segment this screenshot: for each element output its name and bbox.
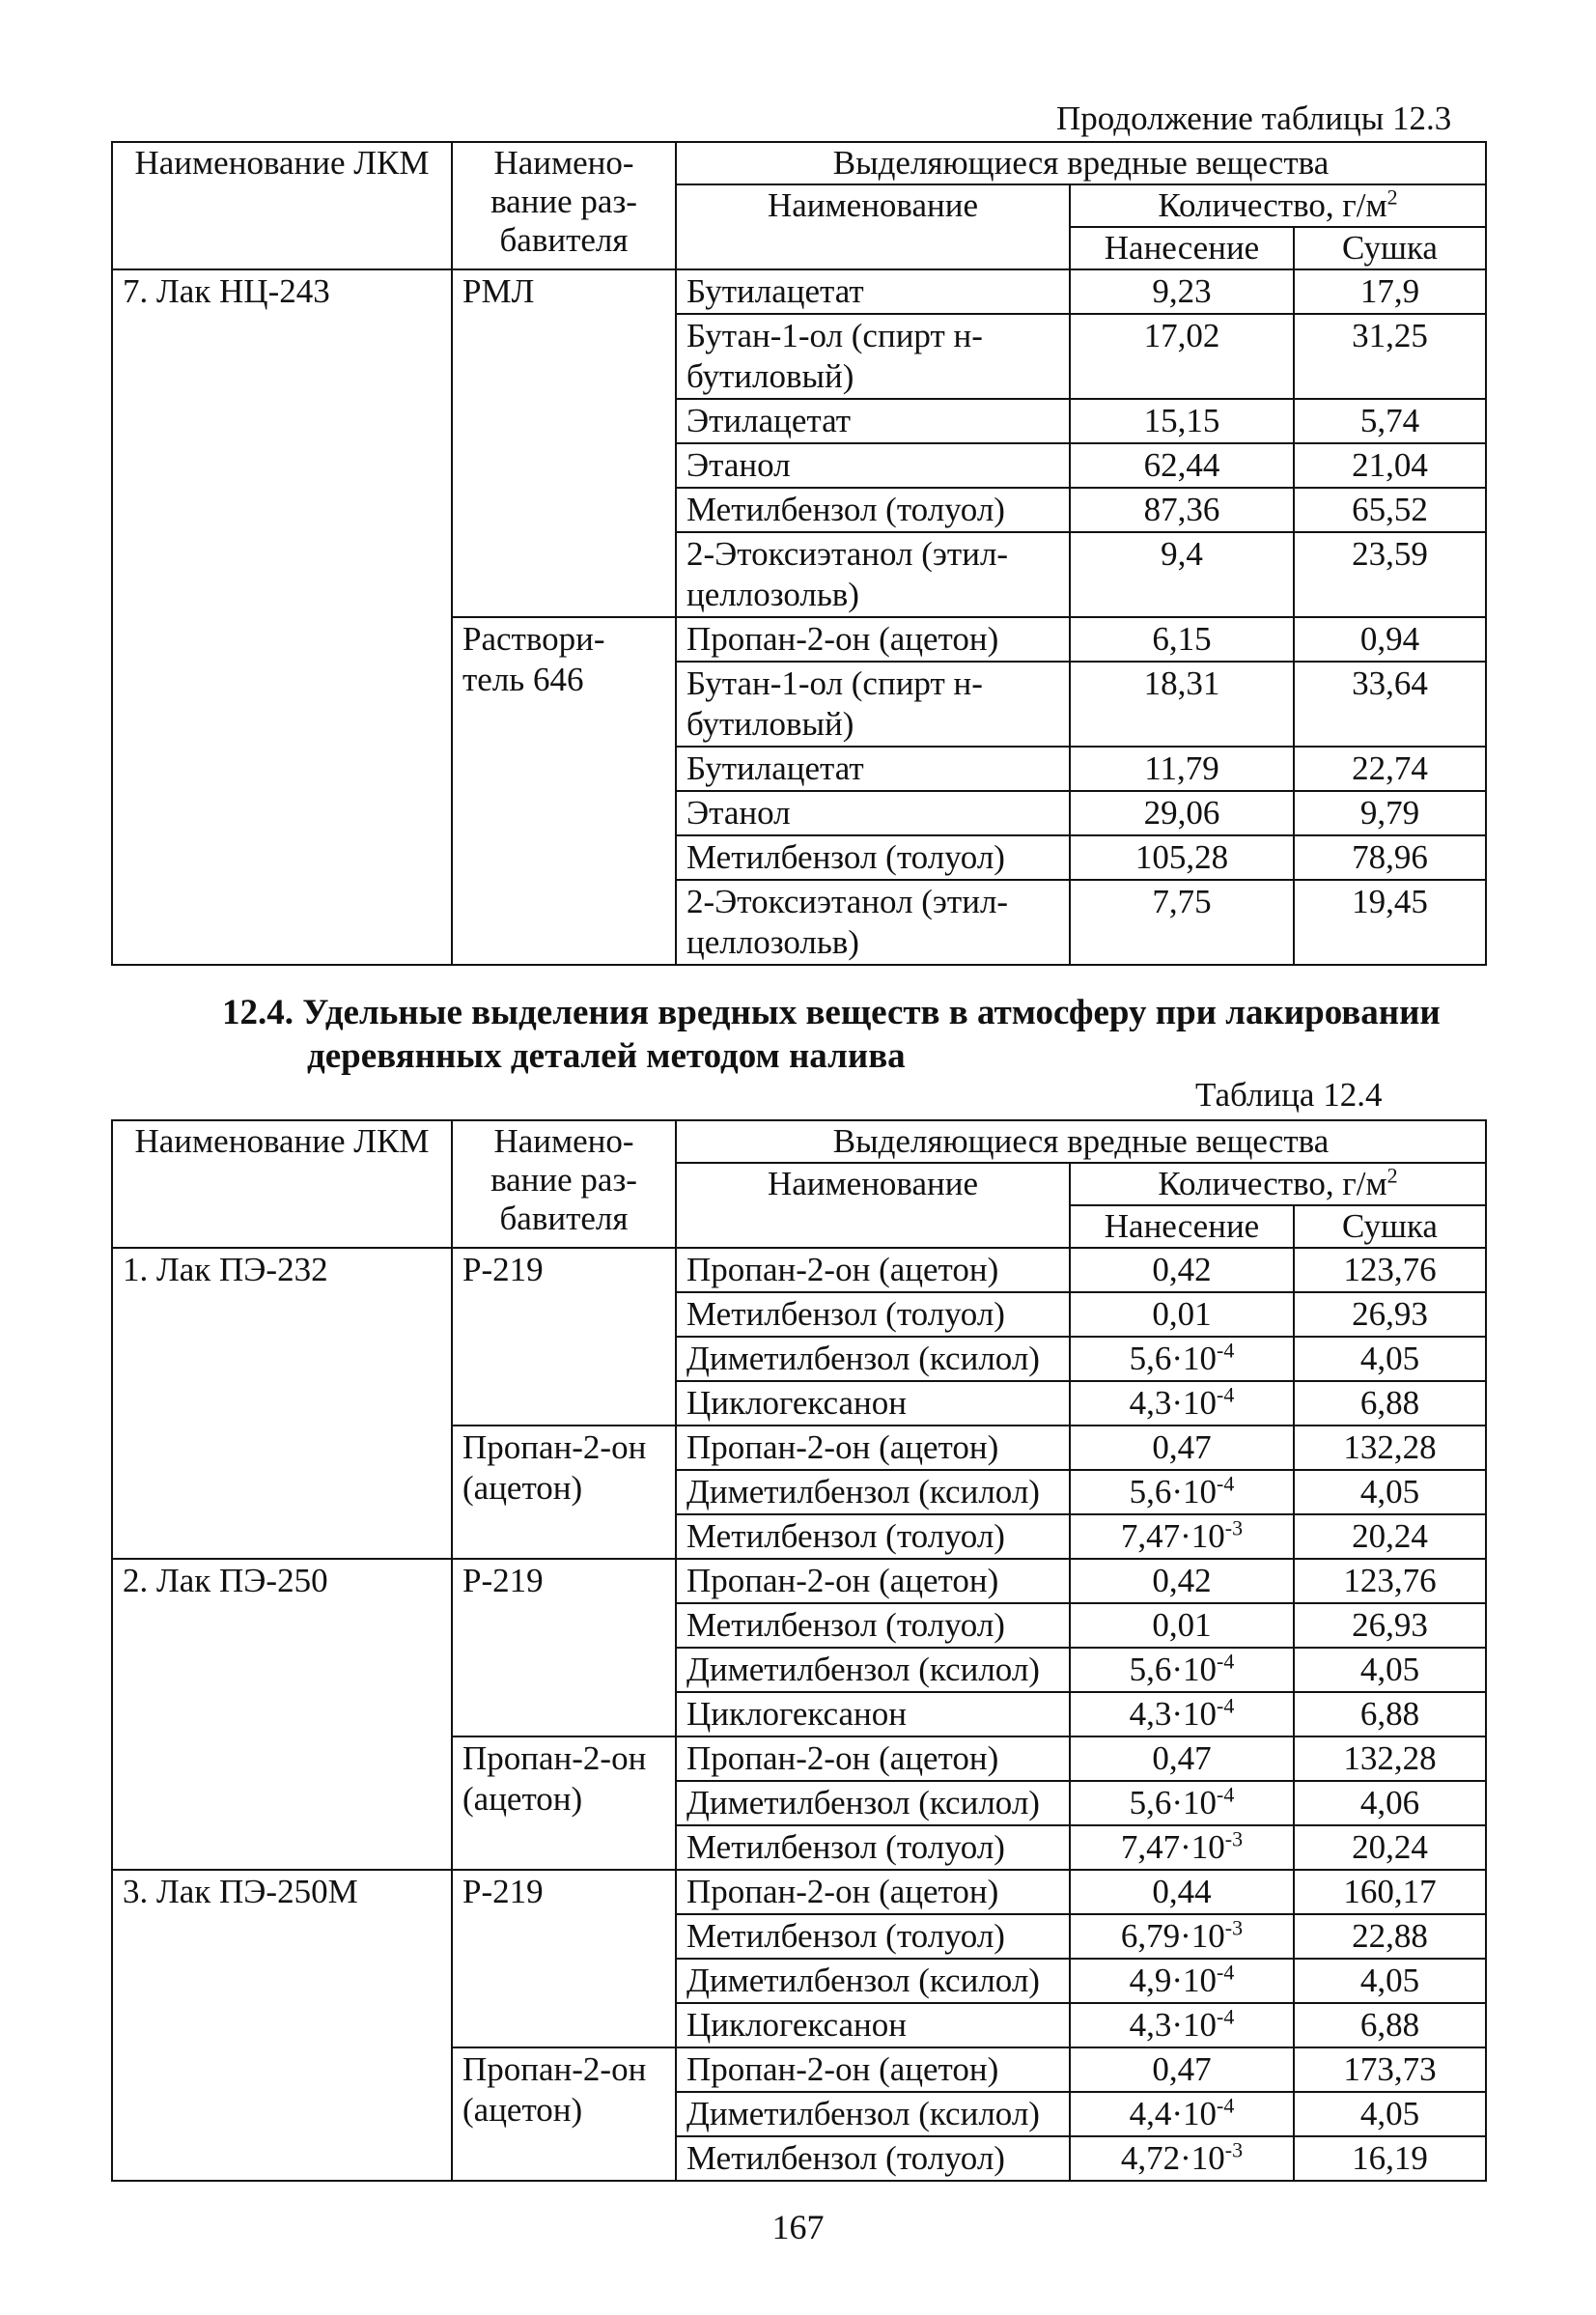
substance-name-cell: Циклогексанон: [676, 1381, 1070, 1426]
page-number: 167: [771, 2208, 825, 2246]
table-row: [112, 269, 1486, 314]
apply-amount-cell: 7,75: [1070, 880, 1294, 965]
substance-name-cell: Пропан-2-он (ацетон): [676, 617, 1070, 662]
apply-amount-cell: 62,44: [1070, 443, 1294, 488]
table-caption: Таблица 12.4: [1195, 1076, 1383, 1114]
dry-amount-cell: 4,05: [1294, 1470, 1486, 1514]
thinner-cell: Пропан-2-он (ацетон): [452, 1736, 676, 1870]
apply-amount-cell: 0,47: [1070, 1426, 1294, 1470]
substance-name-cell: Пропан-2-он (ацетон): [676, 1248, 1070, 1292]
header-thinner: Наимено-вание раз-бавителя: [452, 1120, 676, 1248]
apply-amount-cell: $5,6\cdot 10^{-4}$: [1070, 1337, 1294, 1381]
dry-amount-cell: 4,05: [1294, 2092, 1486, 2136]
apply-amount-cell: 105,28: [1070, 835, 1294, 880]
substance-name-cell: Циклогексанон: [676, 2003, 1070, 2047]
apply-amount-cell: $4,3\cdot 10^{-4}$: [1070, 2003, 1294, 2047]
thinner-cell: РМЛ: [452, 269, 676, 617]
apply-amount-cell: 11,79: [1070, 747, 1294, 791]
substance-name-cell: Диметилбензол (ксилол): [676, 1648, 1070, 1692]
apply-amount-cell: $7,47\cdot 10^{-3}$: [1070, 1514, 1294, 1559]
dry-amount-cell: 23,59: [1294, 532, 1486, 617]
substance-name-cell: Диметилбензол (ксилол): [676, 1959, 1070, 2003]
dry-amount-cell: 22,88: [1294, 1914, 1486, 1959]
lkm-name-cell: 1. Лак ПЭ-232: [112, 1248, 452, 1559]
substance-name-cell: 2-Этоксиэтанол (этил-целлозольв): [676, 532, 1070, 617]
apply-amount-cell: 0,42: [1070, 1559, 1294, 1603]
apply-amount-cell: 18,31: [1070, 662, 1294, 747]
dry-amount-cell: 4,05: [1294, 1959, 1486, 2003]
header-name: Наименование: [676, 184, 1070, 269]
thinner-cell: Пропан-2-он (ацетон): [452, 2047, 676, 2181]
thinner-cell: Р-219: [452, 1248, 676, 1426]
dry-amount-cell: 21,04: [1294, 443, 1486, 488]
substance-name-cell: Метилбензол (толуол): [676, 2136, 1070, 2181]
substance-name-cell: Пропан-2-он (ацетон): [676, 1426, 1070, 1470]
dry-amount-cell: 5,74: [1294, 399, 1486, 443]
substance-name-cell: Метилбензол (толуол): [676, 1914, 1070, 1959]
dry-amount-cell: 9,79: [1294, 791, 1486, 835]
dry-amount-cell: 78,96: [1294, 835, 1486, 880]
substance-name-cell: Метилбензол (толуол): [676, 1514, 1070, 1559]
dry-amount-cell: 132,28: [1294, 1426, 1486, 1470]
table-row: [112, 1248, 1486, 1292]
substance-name-cell: Диметилбензол (ксилол): [676, 1781, 1070, 1825]
substance-name-cell: Пропан-2-он (ацетон): [676, 1559, 1070, 1603]
dry-amount-cell: 0,94: [1294, 617, 1486, 662]
apply-amount-cell: 15,15: [1070, 399, 1294, 443]
apply-amount-cell: 0,42: [1070, 1248, 1294, 1292]
apply-amount-cell: $6,79\cdot 10^{-3}$: [1070, 1914, 1294, 1959]
table-row: [112, 1870, 1486, 1914]
dry-amount-cell: 26,93: [1294, 1292, 1486, 1337]
substance-name-cell: Этанол: [676, 443, 1070, 488]
dry-amount-cell: 26,93: [1294, 1603, 1486, 1648]
dry-amount-cell: 173,73: [1294, 2047, 1486, 2092]
apply-amount-cell: 0,47: [1070, 1736, 1294, 1781]
dry-amount-cell: 123,76: [1294, 1248, 1486, 1292]
table-row: [112, 1559, 1486, 1603]
header-dry: Сушка: [1294, 1205, 1486, 1248]
thinner-cell: Р-219: [452, 1870, 676, 2047]
section-heading: 12.4. Удельные выделения вредных веществ в атмосферу при лакировании деревянных деталей методом налива: [222, 993, 1441, 1076]
substance-name-cell: Этанол: [676, 791, 1070, 835]
substance-name-cell: Метилбензол (толуол): [676, 488, 1070, 532]
apply-amount-cell: 6,15: [1070, 617, 1294, 662]
header-quantity: Количество, $г/м^2$: [1070, 1163, 1486, 1205]
dry-amount-cell: 20,24: [1294, 1825, 1486, 1870]
header-name: Наименование: [676, 1163, 1070, 1248]
apply-amount-cell: $7,47\cdot 10^{-3}$: [1070, 1825, 1294, 1870]
substance-name-cell: 2-Этоксиэтанол (этил-целлозольв): [676, 880, 1070, 965]
table-header: [112, 142, 1486, 269]
dry-amount-cell: 6,88: [1294, 1381, 1486, 1426]
substance-name-cell: Бутилацетат: [676, 747, 1070, 791]
substance-name-cell: Диметилбензол (ксилол): [676, 1470, 1070, 1514]
apply-amount-cell: $4,3\cdot 10^{-4}$: [1070, 1381, 1294, 1426]
thinner-cell: Р-219: [452, 1559, 676, 1736]
apply-amount-cell: 87,36: [1070, 488, 1294, 532]
apply-amount-cell: $4,3\cdot 10^{-4}$: [1070, 1692, 1294, 1736]
apply-amount-cell: 9,23: [1070, 269, 1294, 314]
substance-name-cell: Бутан-1-ол (спирт н-бутиловый): [676, 662, 1070, 747]
dry-amount-cell: 4,05: [1294, 1648, 1486, 1692]
table-header: [112, 1120, 1486, 1248]
dry-amount-cell: 123,76: [1294, 1559, 1486, 1603]
apply-amount-cell: $5,6\cdot 10^{-4}$: [1070, 1470, 1294, 1514]
dry-amount-cell: 6,88: [1294, 2003, 1486, 2047]
apply-amount-cell: 0,01: [1070, 1603, 1294, 1648]
dry-amount-cell: 65,52: [1294, 488, 1486, 532]
substance-name-cell: Диметилбензол (ксилол): [676, 1337, 1070, 1381]
dry-amount-cell: 6,88: [1294, 1692, 1486, 1736]
apply-amount-cell: $4,9\cdot 10^{-4}$: [1070, 1959, 1294, 2003]
substance-name-cell: Пропан-2-он (ацетон): [676, 1870, 1070, 1914]
apply-amount-cell: 0,47: [1070, 2047, 1294, 2092]
apply-amount-cell: $4,72\cdot 10^{-3}$: [1070, 2136, 1294, 2181]
apply-amount-cell: 29,06: [1070, 791, 1294, 835]
dry-amount-cell: 20,24: [1294, 1514, 1486, 1559]
apply-amount-cell: $5,6\cdot 10^{-4}$: [1070, 1781, 1294, 1825]
header-lkm: Наименование ЛКМ: [112, 1120, 452, 1248]
substance-name-cell: Этилацетат: [676, 399, 1070, 443]
substance-name-cell: Бутилацетат: [676, 269, 1070, 314]
header-thinner: Наимено-вание раз-бавителя: [452, 142, 676, 269]
header-released: Выделяющиеся вредные вещества: [676, 142, 1486, 184]
lkm-name-cell: 7. Лак НЦ-243: [112, 269, 452, 965]
thinner-cell: Раствори-тель 646: [452, 617, 676, 965]
apply-amount-cell: 9,4: [1070, 532, 1294, 617]
dry-amount-cell: 132,28: [1294, 1736, 1486, 1781]
header-apply: Нанесение: [1070, 227, 1294, 269]
header-dry: Сушка: [1294, 227, 1486, 269]
dry-amount-cell: 160,17: [1294, 1870, 1486, 1914]
dry-amount-cell: 16,19: [1294, 2136, 1486, 2181]
dry-amount-cell: 4,06: [1294, 1781, 1486, 1825]
emissions-table-12-3: [111, 141, 1487, 966]
dry-amount-cell: 19,45: [1294, 880, 1486, 965]
lkm-name-cell: 3. Лак ПЭ-250М: [112, 1870, 452, 2181]
header-quantity: Количество, $г/м^2$: [1070, 184, 1486, 227]
substance-name-cell: Бутан-1-ол (спирт н-бутиловый): [676, 314, 1070, 399]
dry-amount-cell: 4,05: [1294, 1337, 1486, 1381]
substance-name-cell: Метилбензол (толуол): [676, 1292, 1070, 1337]
apply-amount-cell: 17,02: [1070, 314, 1294, 399]
dry-amount-cell: 31,25: [1294, 314, 1486, 399]
table-continuation-caption: Продолжение таблицы 12.3: [1056, 99, 1452, 137]
substance-name-cell: Диметилбензол (ксилол): [676, 2092, 1070, 2136]
thinner-cell: Пропан-2-он (ацетон): [452, 1426, 676, 1559]
apply-amount-cell: 0,01: [1070, 1292, 1294, 1337]
header-lkm: Наименование ЛКМ: [112, 142, 452, 269]
apply-amount-cell: $4,4\cdot 10^{-4}$: [1070, 2092, 1294, 2136]
substance-name-cell: Метилбензол (толуол): [676, 1825, 1070, 1870]
header-apply: Нанесение: [1070, 1205, 1294, 1248]
header-released: Выделяющиеся вредные вещества: [676, 1120, 1486, 1163]
apply-amount-cell: $5,6\cdot 10^{-4}$: [1070, 1648, 1294, 1692]
lkm-name-cell: 2. Лак ПЭ-250: [112, 1559, 452, 1870]
dry-amount-cell: 22,74: [1294, 747, 1486, 791]
substance-name-cell: Пропан-2-он (ацетон): [676, 2047, 1070, 2092]
substance-name-cell: Метилбензол (толуол): [676, 835, 1070, 880]
substance-name-cell: Пропан-2-он (ацетон): [676, 1736, 1070, 1781]
dry-amount-cell: 17,9: [1294, 269, 1486, 314]
emissions-table-12-4: [111, 1119, 1487, 2182]
dry-amount-cell: 33,64: [1294, 662, 1486, 747]
substance-name-cell: Циклогексанон: [676, 1692, 1070, 1736]
apply-amount-cell: 0,44: [1070, 1870, 1294, 1914]
substance-name-cell: Метилбензол (толуол): [676, 1603, 1070, 1648]
